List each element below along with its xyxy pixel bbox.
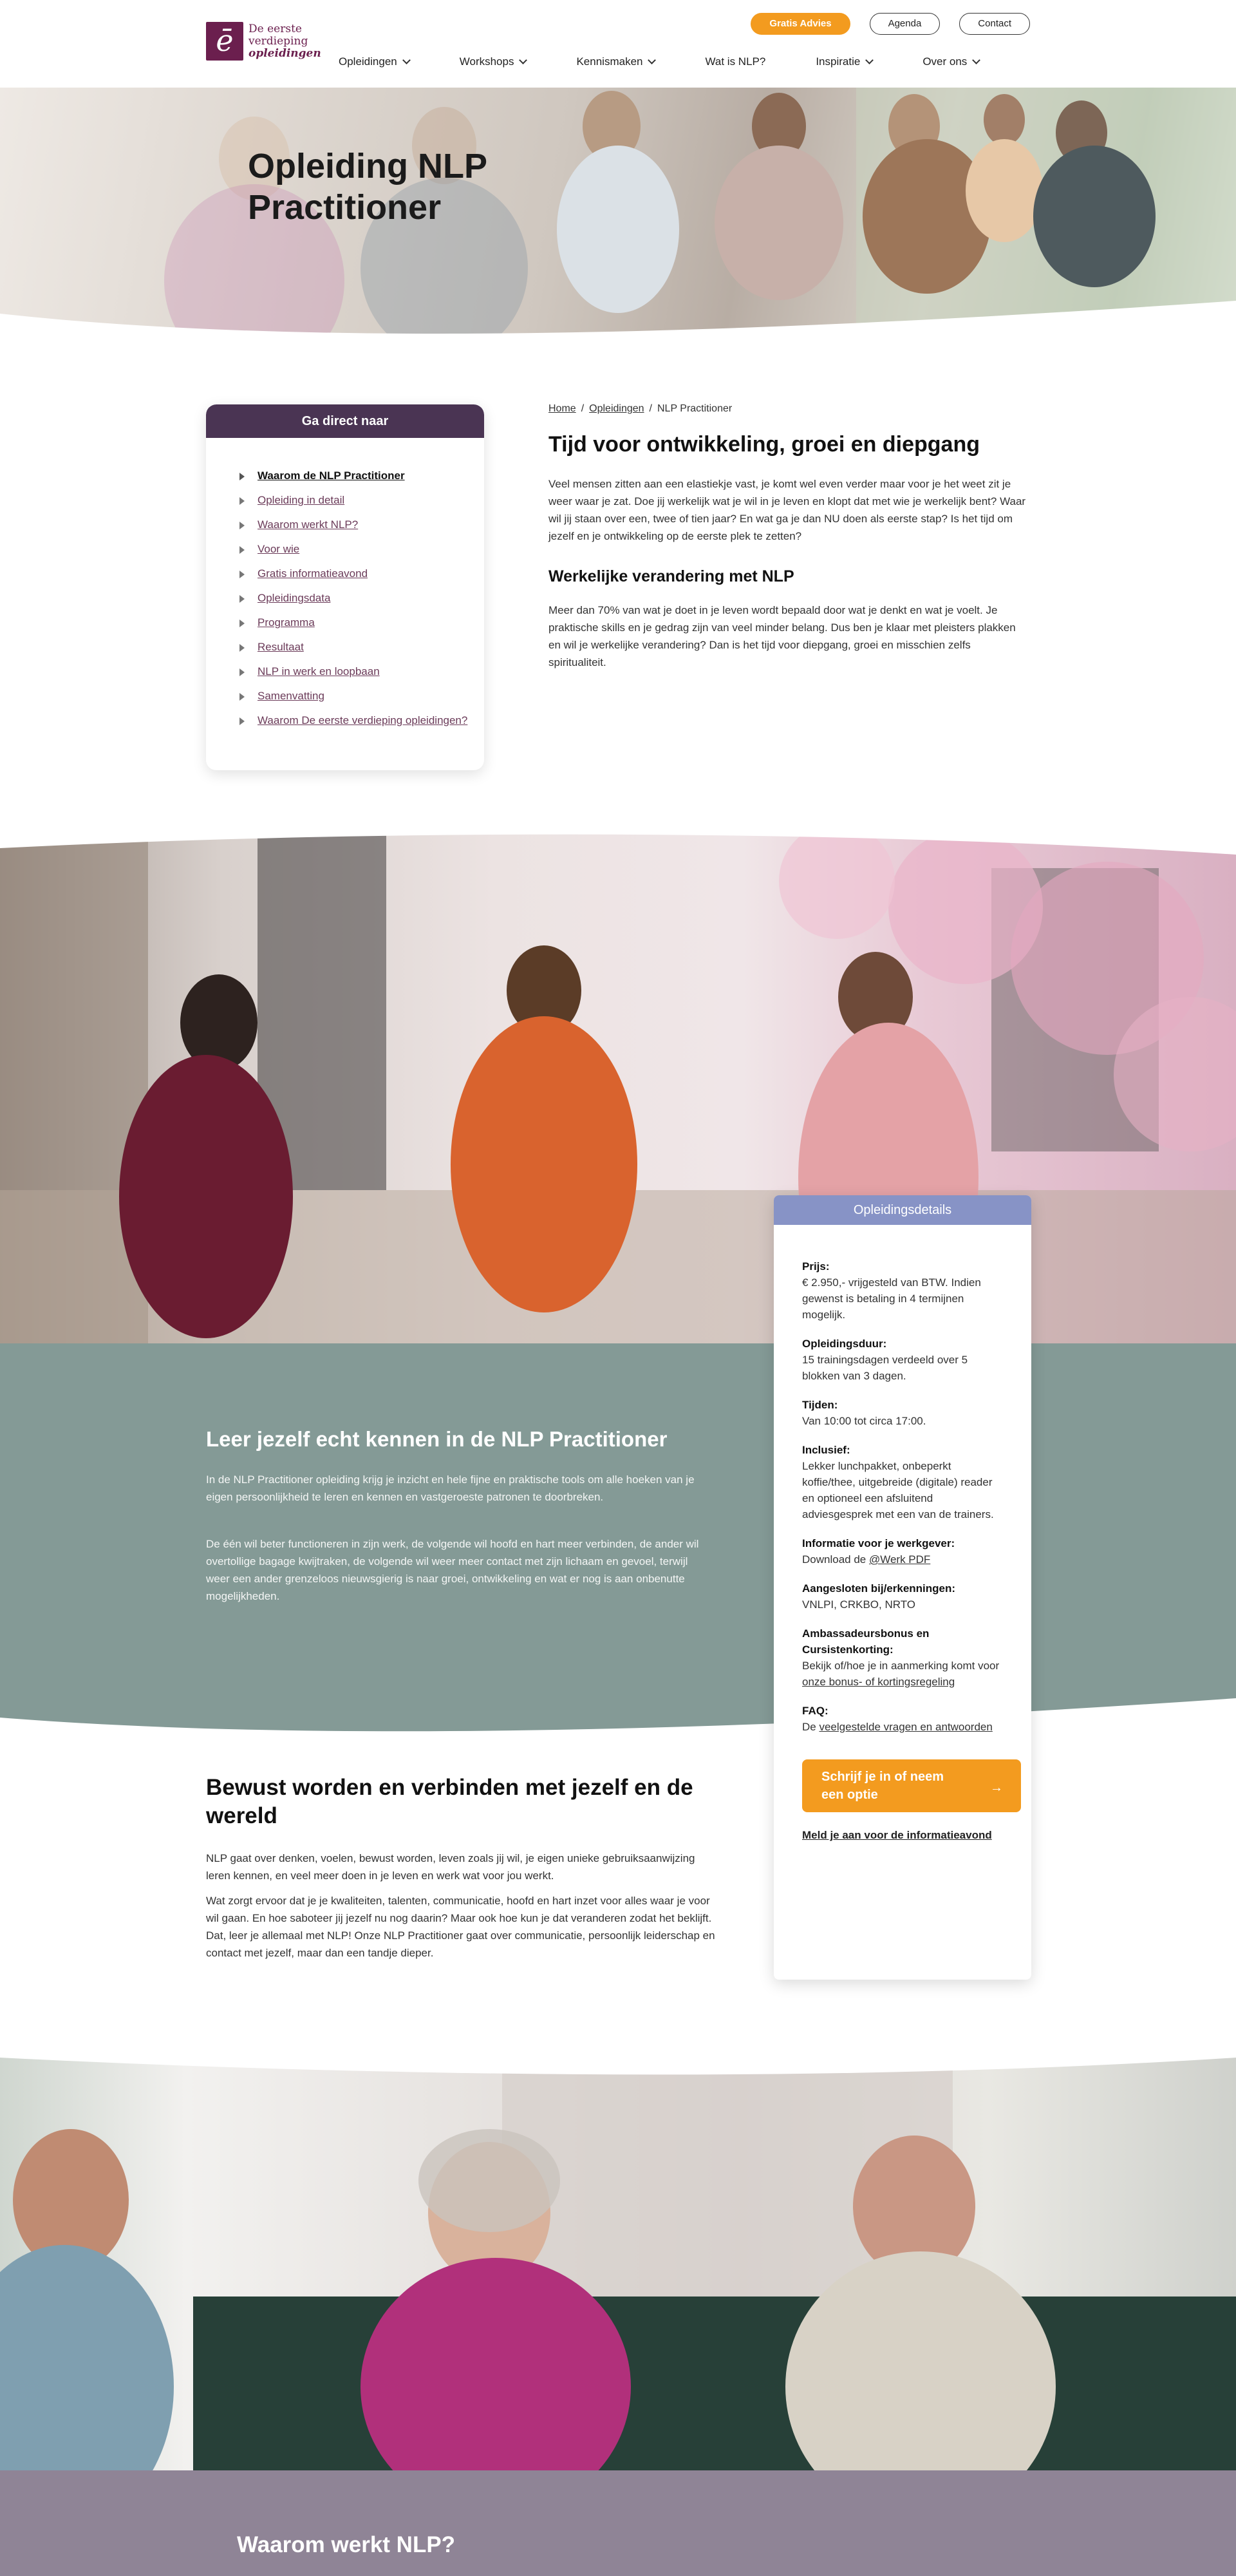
nav-label: Kennismaken	[576, 55, 643, 68]
signup-button[interactable]	[802, 1759, 1021, 1812]
price-label: Prijs:	[802, 1260, 830, 1273]
teal-section	[0, 1343, 1236, 1743]
teal-paragraph-1: In de NLP Practitioner opleiding krijg je inzicht en hele fijne en praktische tools om alle hoeken van je eigen persoonlijkheid te leren en kennen en vastgeroeste patronen te doorbreken.	[206, 1473, 695, 1503]
nav-item-wat-is-nlp[interactable]	[705, 55, 765, 68]
toc-item-label: Opleiding in detail	[258, 494, 345, 506]
details-card	[774, 1195, 1031, 1980]
bonus-prefix: Bekijk of/hoe je in aanmerking komt voor	[802, 1660, 1000, 1672]
logo-text	[248, 23, 321, 60]
caret-right-icon	[239, 693, 245, 701]
duration-value: 15 trainingsdagen verdeeld over 5 blokken van 3 dagen.	[802, 1354, 968, 1382]
site-header	[0, 0, 1236, 88]
breadcrumb-separator: /	[581, 403, 585, 414]
nav-item-opleidingen[interactable]	[339, 55, 409, 68]
toc-item-label: Resultaat	[258, 641, 304, 653]
caret-right-icon	[239, 668, 245, 676]
nav-label: Wat is NLP?	[705, 55, 766, 68]
toc-item-label: Waarom werkt NLP?	[258, 518, 359, 531]
group-photo-illustration	[0, 2052, 1236, 2470]
toc-card	[206, 404, 484, 770]
logo-mark: ē	[206, 22, 243, 61]
why-nlp-section	[0, 2470, 1236, 2576]
toc-item-label: Gratis informatieavond	[258, 567, 368, 580]
logo[interactable]	[206, 22, 321, 61]
intro-paragraph-2: Meer dan 70% van wat je doet in je leven wordt bepaald door wat je denkt en wat je voelt. Je praktische skills en je gedrag zijn van veel minder belang. Dus ben je klaar met pleisters plakken en wil je werkelijke verandering? Dan is het tijd voor diepgang, groei en misschien zelfs spiritualiteit.	[548, 604, 1016, 668]
nav-label: Opleidingen	[339, 55, 397, 68]
toc-item[interactable]	[239, 712, 484, 728]
chevron-down-icon	[402, 56, 411, 64]
duration-label: Opleidingsduur:	[802, 1338, 887, 1350]
nav-label: Inspiratie	[816, 55, 861, 68]
teal-paragraph-2: De één wil beter functioneren in zijn werk, de volgende wil hoofd en hart meer verbinden, de ander wil overtollige bagage kwijtraken, de volgende wil weer meer contact met zijn lichaam en gevoel, terwijl weer een ander grenzeloos nieuwsgierig is naar groei, ontwikkeling en wat er nog is aan onbenutte mogelijkheden.	[206, 1538, 699, 1602]
nav-item-workshops[interactable]	[460, 55, 527, 68]
awareness-section	[206, 1774, 721, 1969]
toc-item[interactable]	[239, 639, 484, 655]
nav-item-kennismaken[interactable]	[576, 55, 655, 68]
why-nlp-heading: Waarom werkt NLP?	[237, 2532, 456, 2557]
hero-banner	[0, 88, 1236, 339]
caret-right-icon	[239, 497, 245, 505]
gratis-advies-button[interactable]: Gratis Advies	[751, 13, 850, 35]
intro-section	[548, 403, 1030, 671]
caret-right-icon	[239, 522, 245, 529]
chevron-down-icon	[972, 56, 980, 64]
toc-item-label: Opleidingsdata	[258, 592, 331, 604]
caret-right-icon	[239, 717, 245, 725]
photo2-wave-top	[0, 2052, 1236, 2090]
info-evening-link[interactable]: Meld je aan voor de informatieavond	[802, 1829, 992, 1841]
faq-prefix: De	[802, 1721, 819, 1733]
breadcrumb-opleidingen[interactable]: Opleidingen	[589, 403, 644, 414]
top-buttons	[751, 13, 1030, 35]
chevron-down-icon	[520, 56, 528, 64]
caret-right-icon	[239, 473, 245, 480]
employer-prefix: Download de	[802, 1553, 869, 1566]
bonus-label: Ambassadeursbonus en Cursistenkorting:	[802, 1627, 930, 1656]
intro-heading: Tijd voor ontwikkeling, groei en diepgang	[548, 432, 980, 457]
contact-button[interactable]: Contact	[959, 13, 1030, 35]
toc-item[interactable]	[239, 590, 484, 606]
details-body	[774, 1225, 1031, 1842]
toc-item[interactable]	[239, 541, 484, 557]
toc-item-label: Samenvatting	[258, 690, 324, 702]
awareness-paragraph-2: Wat zorgt ervoor dat je je kwaliteiten, talenten, communicatie, hoofd en hart inzet voor alles waar je voor wil gaan. En hoe saboteer jij jezelf nu nog daarin? Maar ook hoe kun je dat veranderen zodat het beklijft. Dat, leer je allemaal met NLP! Onze NLP Practitioner gaat over communicatie, persoonlijk leiderschap en contact met jezelf, maar dan een tandje dieper.	[206, 1895, 715, 1959]
intro-paragraph: Veel mensen zitten aan een elastiekje vast, je komt wel even verder maar voor je het weet zit je weer waar je zat. Doe jij werkelijk wat je wil in je leven en klopt dat met wie je werkelijk bent? Waar wil jij staan over een, twee of tien jaar? En wat ga je dan NU doen als eerste stap? Is het tijd om jezelf en je ontwikkeling op de eerste plek te zetten?	[548, 478, 1026, 542]
toc-item-label: Voor wie	[258, 543, 300, 555]
bonus-link[interactable]: onze bonus- of kortingsregeling	[802, 1676, 955, 1688]
breadcrumb	[548, 403, 1030, 415]
awareness-heading: Bewust worden en verbinden met jezelf en de wereld	[206, 1775, 693, 1828]
times-value: Van 10:00 tot circa 17:00.	[802, 1415, 926, 1427]
toc-item[interactable]	[239, 516, 484, 533]
toc-item[interactable]	[239, 468, 484, 484]
team-photo	[0, 829, 1236, 1345]
caret-right-icon	[239, 546, 245, 554]
logo-line-2: verdieping	[248, 34, 308, 48]
toc-item-label: Waarom de NLP Practitioner	[258, 469, 405, 482]
breadcrumb-home[interactable]: Home	[548, 403, 576, 414]
teal-heading: Leer jezelf echt kennen in de NLP Practitioner	[206, 1427, 668, 1451]
nav-label: Over ons	[922, 55, 968, 68]
logo-line-3: opleidingen	[248, 46, 321, 60]
faq-value	[802, 1719, 1003, 1735]
chevron-down-icon	[648, 56, 657, 64]
team-photo-illustration	[0, 829, 1236, 1345]
caret-right-icon	[239, 620, 245, 627]
page-title: Opleiding NLP Practitioner	[248, 147, 487, 227]
hero-wave	[0, 288, 1236, 339]
agenda-button[interactable]: Agenda	[870, 13, 941, 35]
toc-list	[206, 438, 484, 728]
toc-item-label: NLP in werk en loopbaan	[258, 665, 380, 677]
faq-label: FAQ:	[802, 1705, 829, 1717]
nav-label: Workshops	[459, 55, 514, 68]
affiliated-value: VNLPI, CRKBO, NRTO	[802, 1598, 916, 1611]
price-value: € 2.950,- vrijgesteld van BTW. Indien gewenst is betaling in 4 termijnen mogelijk.	[802, 1276, 981, 1321]
werk-pdf-link[interactable]: @Werk PDF	[868, 1553, 931, 1566]
breadcrumb-current: NLP Practitioner	[657, 403, 733, 414]
faq-link[interactable]: veelgestelde vragen en antwoorden	[819, 1721, 993, 1733]
caret-right-icon	[239, 595, 245, 603]
toc-item[interactable]	[239, 492, 484, 508]
nav-item-over-ons[interactable]	[922, 55, 979, 68]
toc-heading: Ga direct naar	[206, 404, 484, 438]
employer-label: Informatie voor je werkgever:	[802, 1537, 955, 1549]
toc-item[interactable]	[239, 565, 484, 582]
toc-item-label: Programma	[258, 616, 315, 629]
included-label: Inclusief:	[802, 1444, 850, 1456]
toc-item-label: Waarom De eerste verdieping opleidingen?	[258, 714, 468, 726]
details-heading: Opleidingsdetails	[774, 1195, 1031, 1225]
employer-value	[802, 1551, 1003, 1567]
chevron-down-icon	[865, 56, 874, 64]
arrow-right-icon: →	[990, 1781, 1003, 1795]
breadcrumb-separator: /	[649, 403, 652, 414]
nav-item-inspiratie[interactable]	[816, 55, 872, 68]
affiliated-label: Aangesloten bij/erkenningen:	[802, 1582, 956, 1595]
toc-item[interactable]	[239, 663, 484, 679]
main-nav	[339, 55, 979, 68]
caret-right-icon	[239, 571, 245, 578]
logo-line-1: De eerste	[248, 22, 302, 35]
photo-wave-top	[0, 829, 1236, 867]
group-photo	[0, 2052, 1236, 2470]
intro-subheading: Werkelijke verandering met NLP	[548, 567, 794, 585]
toc-item[interactable]	[239, 688, 484, 704]
awareness-paragraph-1: NLP gaat over denken, voelen, bewust worden, leven zoals jij wil, je eigen unieke gebruiksaanwijzing leren kennen, en veel meer doen in je leven en werk wat voor jou werkt.	[206, 1852, 695, 1882]
times-label: Tijden:	[802, 1399, 838, 1411]
teal-wave	[0, 1692, 1236, 1743]
bonus-value	[802, 1658, 1003, 1690]
included-value: Lekker lunchpakket, onbeperkt koffie/thee, uitgebreide (digitale) reader en optioneel een afsluitend adviesgesprek met een van de trainers.	[802, 1460, 994, 1520]
caret-right-icon	[239, 644, 245, 652]
toc-item[interactable]	[239, 614, 484, 630]
signup-button-label: Schrijf je in of neem een optie	[821, 1770, 944, 1802]
